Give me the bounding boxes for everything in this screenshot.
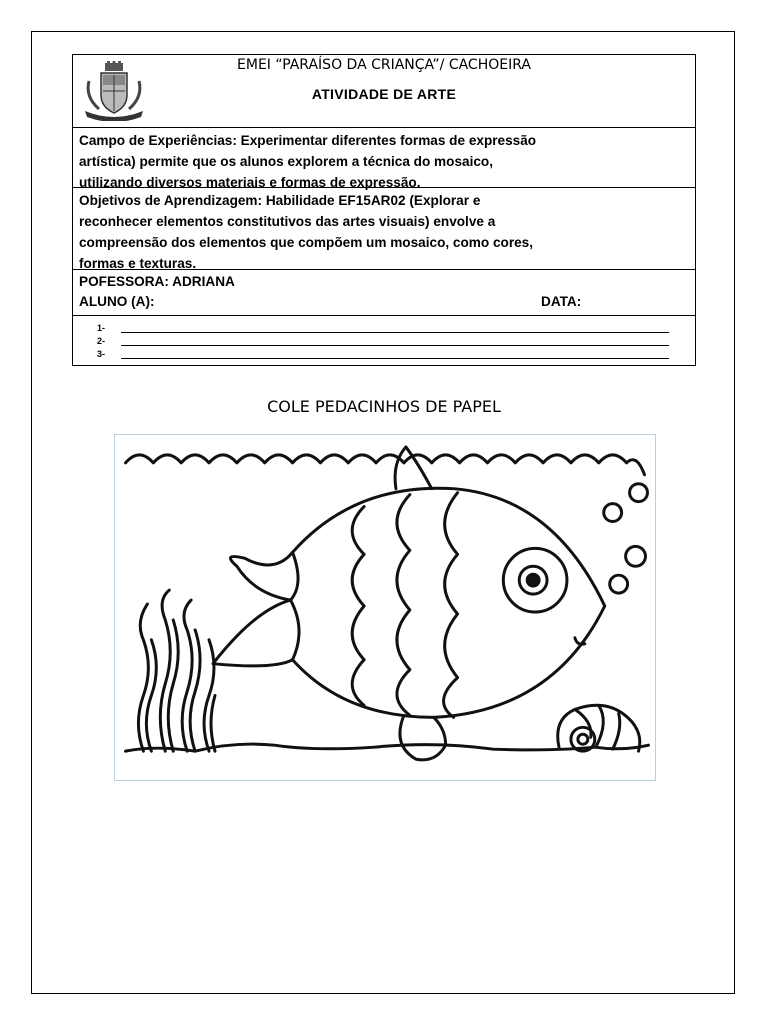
school-name: EMEI “PARAÍSO DA CRIANÇA”/ CACHOEIRA — [237, 57, 531, 73]
date-label: DATA: — [541, 294, 582, 309]
bubble — [626, 546, 646, 566]
objetivos-line: formas e texturas. — [79, 256, 197, 271]
scale-line — [397, 495, 410, 716]
teacher-label: POFESSORA: ADRIANA — [79, 274, 235, 289]
header-table — [72, 54, 696, 366]
answer-lines — [73, 315, 695, 365]
wave-line — [126, 455, 645, 475]
line-number: 1- — [97, 323, 106, 333]
campo-line: artística) permite que os alunos explorem a técnica do mosaico, — [79, 154, 493, 169]
student-label: ALUNO (A): — [79, 294, 155, 309]
answer-line-3[interactable] — [97, 346, 695, 359]
objetivos-line: Objetivos de Aprendizagem: Habilidade EF15AR02 (Explorar e — [79, 193, 481, 208]
bottom-fin — [400, 715, 446, 759]
objetivos-aprendizagem — [73, 187, 695, 269]
scale-line — [352, 507, 364, 706]
campo-line: Campo de Experiências: Experimentar diferentes formas de expressão — [79, 133, 537, 148]
campo-line: utilizando diversos materiais e formas de expressão. — [79, 175, 421, 190]
top-fin — [395, 447, 432, 489]
objetivos-line: compreensão dos elementos que compõem um mosaico, como cores, — [79, 235, 534, 250]
answer-line-1[interactable] — [97, 320, 695, 333]
line-number: 3- — [97, 349, 106, 359]
activity-title: ATIVIDADE DE ARTE — [311, 86, 457, 102]
bubble — [610, 575, 628, 593]
scale-line — [444, 493, 458, 718]
header-row — [73, 55, 695, 127]
fish-tail — [213, 552, 293, 666]
bubble — [604, 504, 622, 522]
blank-line — [121, 349, 669, 359]
bubble — [630, 484, 648, 502]
teacher-student-row — [73, 269, 695, 315]
instruction-text: COLE PEDACINHOS DE PAPEL — [267, 397, 501, 416]
blank-line — [121, 336, 669, 346]
campo-experiencias — [73, 127, 695, 190]
objetivos-line: reconhecer elementos constitutivos das artes visuais) envolve a — [79, 214, 496, 229]
sea-floor — [126, 744, 649, 751]
answer-line-2[interactable] — [97, 333, 695, 346]
line-number: 2- — [97, 336, 106, 346]
blank-line — [121, 323, 669, 333]
fish-coloring-picture — [114, 434, 656, 781]
